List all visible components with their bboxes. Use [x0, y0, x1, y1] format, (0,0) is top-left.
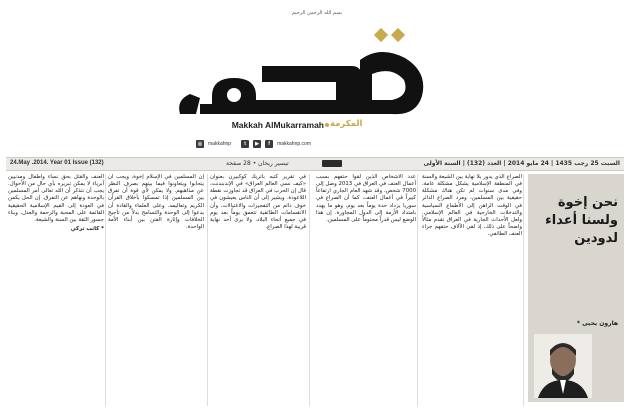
author-name: هارون يحيى * — [576, 320, 618, 327]
paragraph: الصراع الذي يدور بلا نهاية بين الشيعة والسنة في المنطقة الإسلامية يشكل مشكلة عامة، وفي مدى سنوات لم تكن هناك مشكلة حقيقية بين المسلمين، ومرد الصراع الدائر في الوقت الراهن إلى الأطماع السياسية والتدخلات الخارجية في العالم الإسلامي. ولعل الأحداث الجارية في العراق تقدم مثالاً واضحاً على ذلك، إذ لقي الآلاف حتفهم جراء العنف الطائفي. — [422, 174, 522, 238]
article-column — [210, 174, 306, 406]
column-rule — [207, 174, 208, 406]
newspaper-logo — [0, 0, 632, 120]
column-rule — [105, 174, 106, 406]
column-rule — [523, 174, 524, 406]
article-body — [6, 174, 624, 406]
column-rule — [417, 174, 418, 406]
paragraph: العنف والقتل بحق نساء وأطفال ومدنيين أبرياء لا يمكن تبريره بأي حال من الأحوال. يجب أن نتذكر أن الله تعالى أمر المسلمين بالوحدة ونهاهم عن التفرق. إن الحل يكمن في العودة إلى القيم الإسلامية الحقيقية القائمة على المحبة والرحمة والعدل، وبناء جسور الثقة بين السنة والشيعة. — [8, 174, 104, 223]
issue-info-bar — [6, 157, 624, 171]
instagram-icon[interactable]: ◎ — [197, 141, 203, 147]
facebook-icon[interactable]: f — [265, 140, 273, 148]
logo-latin-text: Makkah AlMukarramah — [231, 120, 324, 130]
logo-gold-dot — [374, 28, 388, 42]
paragraph: إن المسلمين في الإسلام إخوة، ويجب أن يتحابوا ويتعاونوا فيما بينهم بصرف النظر عن مذاهبهم. ولا يمكن لأي قوة أن تفرق بين المسلمين إذا تمسكوا بأخلاق القرآن الكريم وتعاليمه. وعلى العلماء والقادة أن يدعوا إلى الوحدة والتسامح بدلاً من تأجيج الخلافات وإثارة الفتن بين أبناء الأمة الواحدة. — [108, 174, 204, 231]
masthead — [0, 0, 632, 152]
paragraph: عدد الأشخاص الذين لقوا حتفهم بسبب أعمال العنف في العراق في 2013 وصل إلى 7000 شخص، وقد شهد العام الجاري ارتفاعاً كبيراً في أعمال العنف، كما أن الصراع في سوريا يزداد حدة يوماً بعد يوم، وهو ما يهدد بامتداد الأزمة إلى الدول المجاورة. إن هذا الوضع ليس قدراً محتوماً على المسلمين. — [316, 174, 416, 223]
logo-gold-dot — [391, 28, 405, 42]
issue-date-latin: 24.May .2014. Year 01 Issue (132) — [10, 160, 104, 166]
author-panel — [528, 174, 624, 402]
editor-pages: تيسير ريحان • 28 صفحة — [226, 160, 289, 167]
article-title: نحن إخوة ولسنا أعداء لدودين — [545, 195, 618, 246]
author-photo — [534, 334, 592, 398]
article-column — [108, 174, 204, 406]
column-rule — [309, 174, 310, 406]
small-logo-icon — [322, 160, 342, 167]
article-column — [8, 174, 104, 406]
social-handle[interactable]: makkahnp — [208, 141, 232, 147]
paragraph: في تقرير كتبه باتريك كوكبيرن بعنوان «كيف نسي العالم العراق» في الإندبندنت، قال إن الحرب في العراق قد تجاوزت نقطة اللاعودة. ويشير إلى أن الناس يعيشون في خوف دائم من التفجيرات والاغتيالات، وأن الانقسامات الطائفية تتعمق يوماً بعد يوم في جميع أنحاء البلاد، ولا يرى أحد نهاية قريبة لهذا الصراع. — [210, 174, 306, 231]
article-column — [316, 174, 416, 406]
website-link[interactable]: makkahnp.com — [277, 141, 311, 147]
issue-date-arabic: السبت 25 رجب 1435 | 24 مايو 2014 | العدد (132) | السنة الأولى — [423, 160, 620, 167]
article-column — [422, 174, 522, 406]
logo-separator-dot — [325, 123, 329, 127]
basmala: بسم الله الرحمن الرحيم — [291, 10, 343, 16]
logo-arabic-text: المكرمة — [330, 119, 363, 129]
social-links — [196, 139, 426, 149]
youtube-icon[interactable]: ▶ — [253, 140, 261, 148]
twitter-icon[interactable]: t — [241, 140, 249, 148]
author-note: * كاتب تركي — [70, 226, 104, 233]
